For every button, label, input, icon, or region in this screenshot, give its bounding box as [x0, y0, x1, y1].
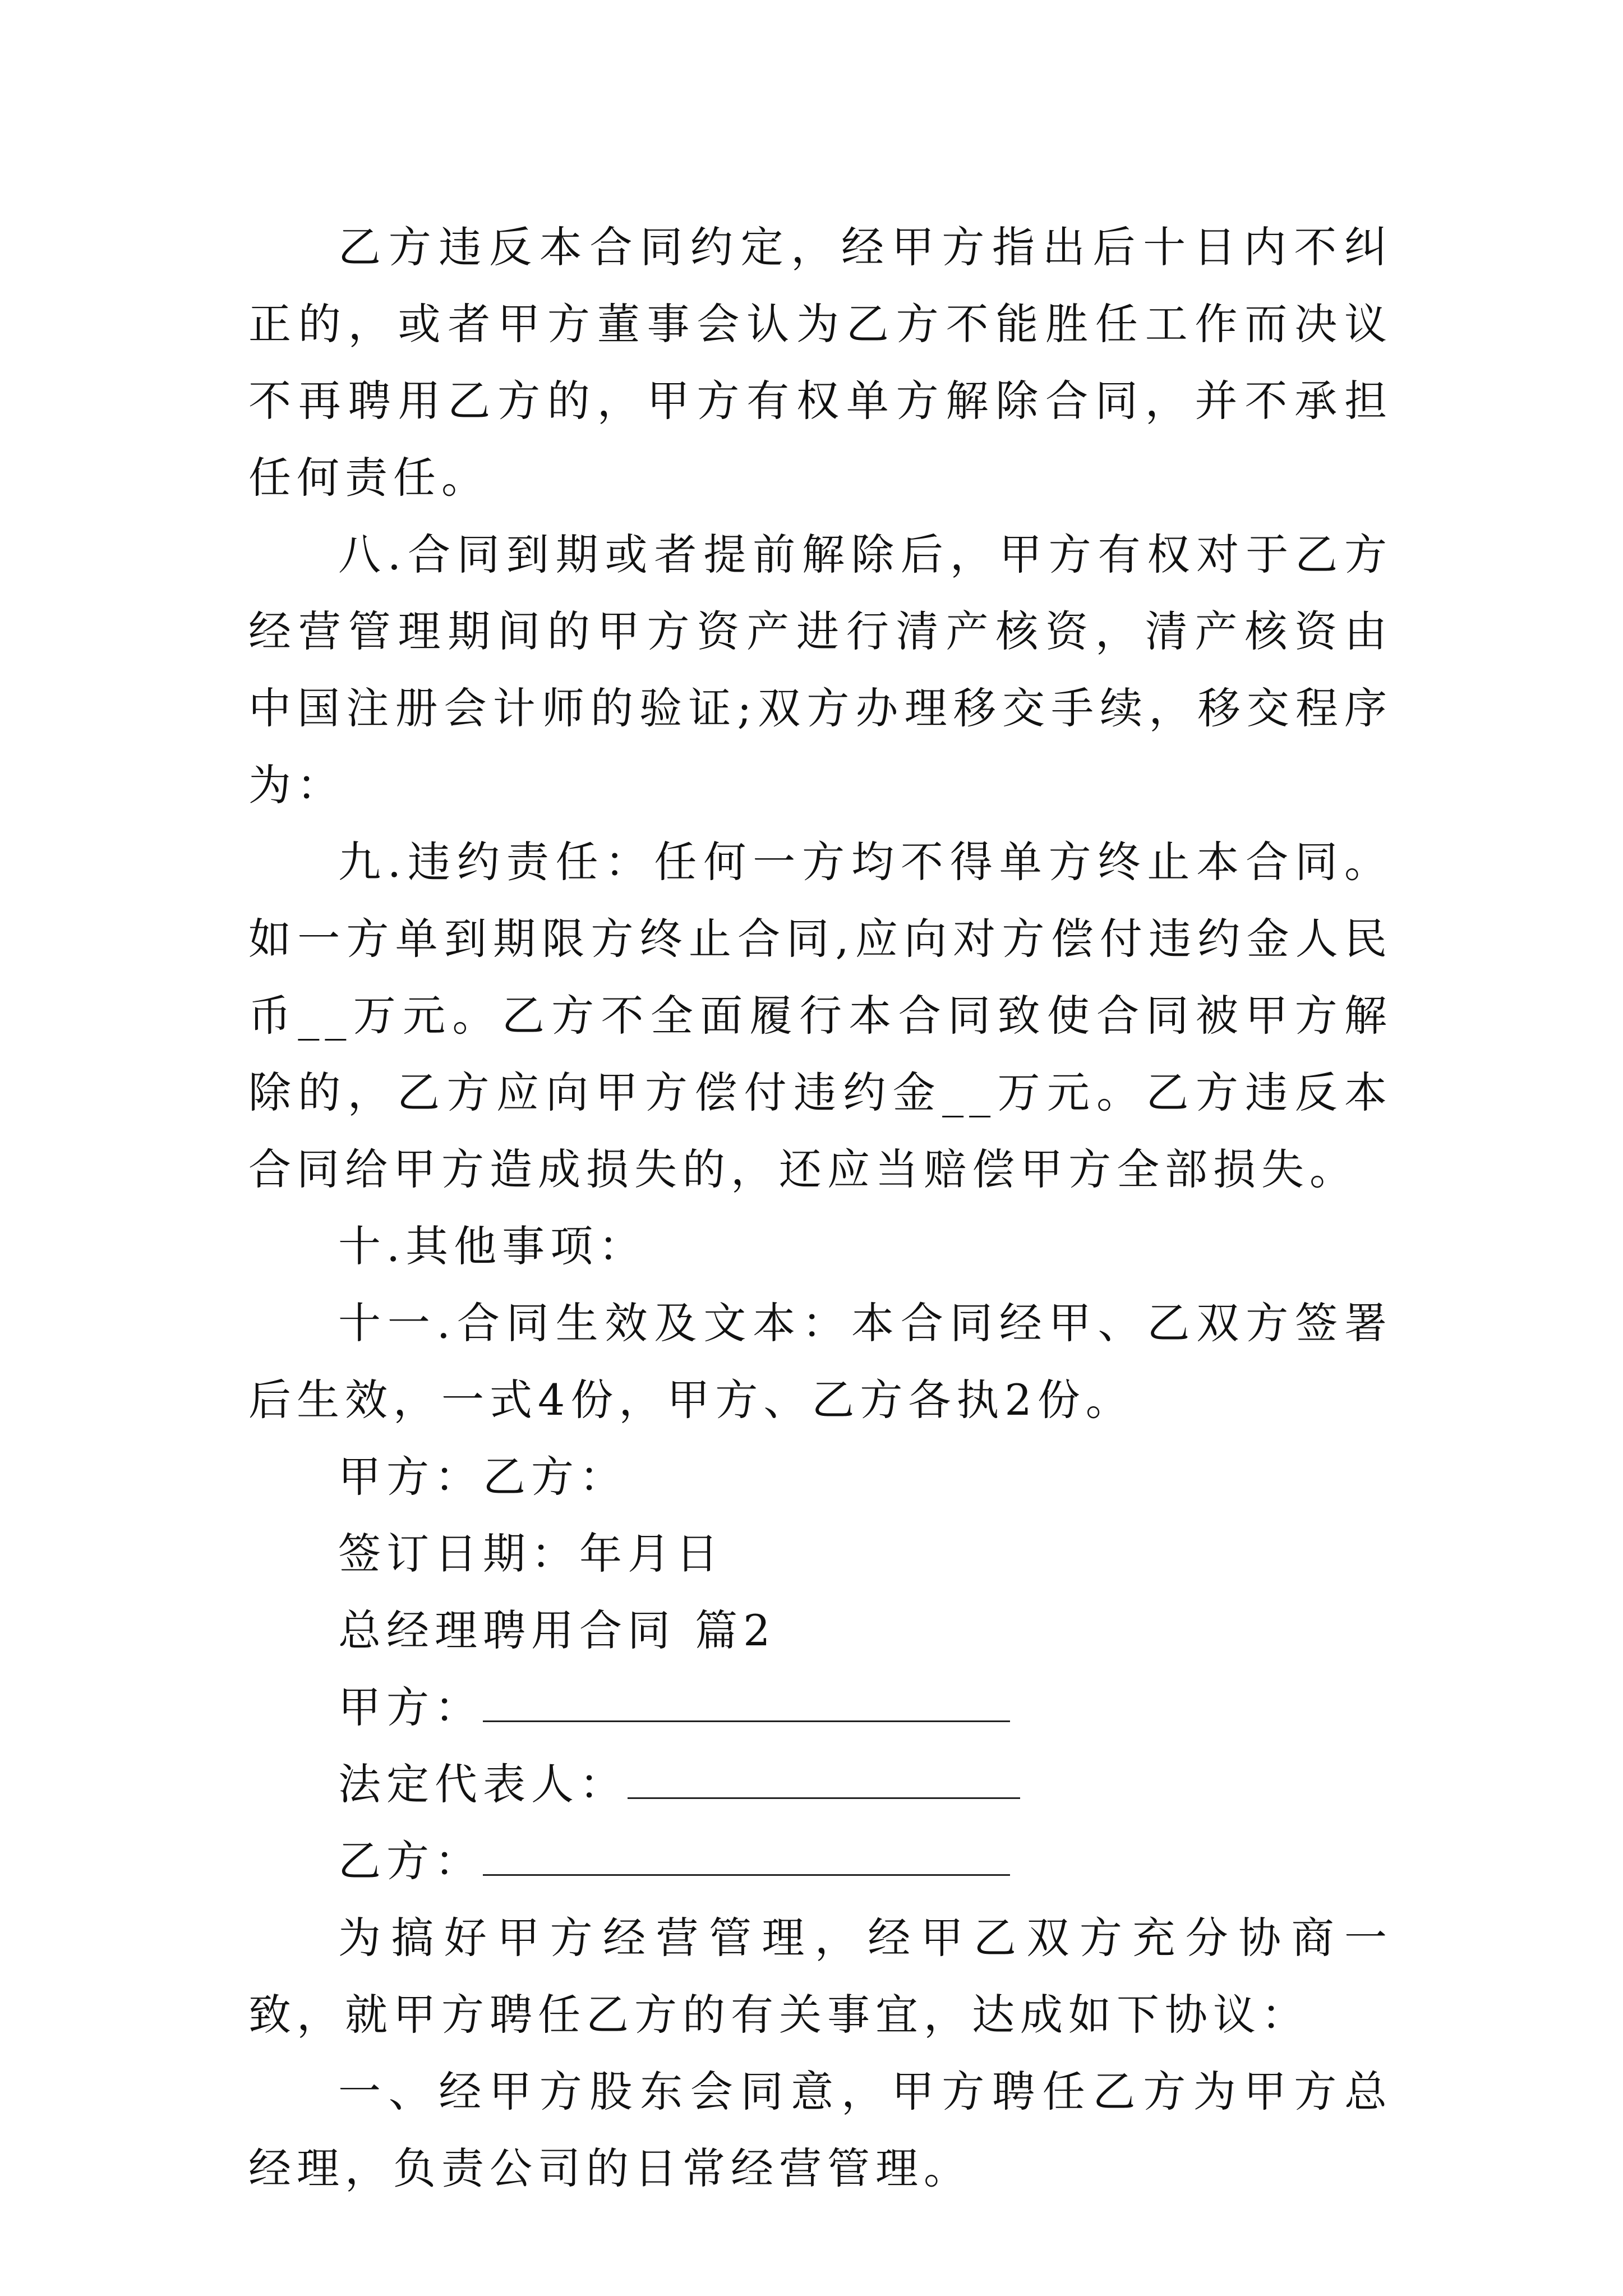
section-title: 总经理聘用合同 篇2: [338, 1605, 776, 1655]
date-line: 签订日期：年月日: [338, 1529, 724, 1579]
party-a-field: [248, 1669, 1393, 1746]
party-b-field: [248, 1823, 1393, 1899]
party-b-blank: [483, 1835, 1010, 1876]
paragraph-article-1: 一、经甲方股东会同意，甲方聘任乙方为甲方总经理，负责公司的日常经营管理。: [248, 2067, 1393, 2193]
document-body: [248, 209, 1393, 2207]
legal-rep-label: 法定代表人：: [338, 1759, 628, 1809]
paragraph-preamble: 为搞好甲方经营管理，经甲乙双方充分协商一致，就甲方聘任乙方的有关事宜，达成如下协议：: [248, 1913, 1393, 2040]
legal-rep-field: [248, 1746, 1393, 1823]
party-b-label: 乙方：: [338, 1836, 483, 1886]
paragraph-termination: 乙方违反本合同约定，经甲方指出后十日内不纠正的，或者甲方董事会认为乙方不能胜任工作而决议不再聘用乙方的，甲方有权单方解除合同，并不承担任何责任。: [248, 222, 1393, 503]
signature-line: 甲方：乙方：: [338, 1452, 628, 1502]
party-a-blank: [483, 1681, 1010, 1722]
party-a-label: 甲方：: [338, 1682, 483, 1732]
paragraph-clause-8: 八.合同到期或者提前解除后，甲方有权对于乙方经营管理期间的甲方资产进行清产核资，清产核资由中国注册会计师的验证;双方办理移交手续，移交程序为：: [248, 530, 1393, 810]
paragraph-clause-11: 十一.合同生效及文本：本合同经甲、乙双方签署后生效，一式4份，甲方、乙方各执2份。: [248, 1298, 1393, 1425]
paragraph-clause-10: 十.其他事项：: [338, 1221, 647, 1271]
legal-rep-blank: [628, 1758, 1020, 1799]
paragraph-clause-9: 九.违约责任：任何一方均不得单方终止本合同。如一方单到期限方终止合同,应向对方偿付违约金人民币__万元。乙方不全面履行本合同致使合同被甲方解除的，乙方应向甲方偿付违约金__万元。乙方违反本合同给甲方造成损失的，还应当赔偿甲方全部损失。: [248, 837, 1393, 1194]
